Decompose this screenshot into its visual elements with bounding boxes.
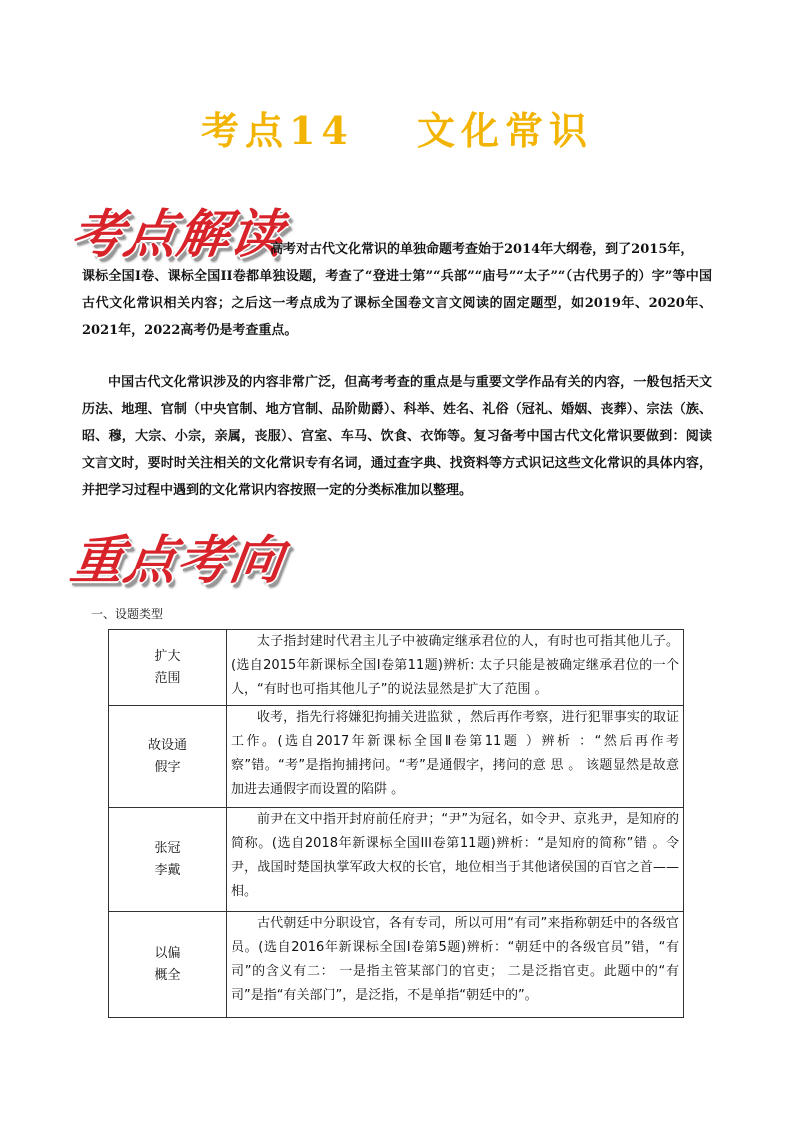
intro-paragraph	[82, 236, 712, 344]
table-row	[109, 912, 684, 1018]
type-line-1: 扩大	[154, 648, 181, 664]
intro-first-line: 高考对古代文化常识的单独命题考查始于2014年大纲卷，到了2015年，	[270, 242, 694, 257]
type-cell	[109, 706, 227, 808]
type-cell	[109, 808, 227, 912]
section-label: 一、设题类型	[91, 607, 164, 621]
banner-interpretation: 考点解读	[67, 205, 288, 265]
question-type-table	[108, 629, 684, 1018]
table-row	[109, 808, 684, 912]
table-row	[109, 706, 684, 808]
example-cell: 古代朝廷中分职设官，各有专司，所以可用“有司”来指称朝廷中的各级官员。(选自2016年新课标全国I卷第5题)辨析：“朝廷中的各级官员”错，“有司”的含义有二： 一是指主管某部门的官吏； 二是泛指官吏。此题中的“有司”是指“有关部门”，是泛指，不是单指“朝廷中的”。	[227, 912, 684, 1018]
type-cell	[109, 630, 227, 706]
type-line-1: 张冠	[154, 840, 181, 856]
type-line-2: 概全	[154, 967, 181, 983]
type-line-2: 范围	[154, 670, 181, 686]
type-line-1: 以偏	[154, 945, 181, 961]
banner-focus: 重点考向	[67, 531, 288, 591]
type-line-1: 故设通	[147, 737, 187, 753]
example-cell: 太子指封建时代君主儿子中被确定继承君位的人，有时也可指其他儿子。(选自2015年新课标全国I卷第11题)辨析: 太子只能是被确定继承君位的一个人，“有时也可指其他儿子”的说法显然是扩大了范围 。	[227, 630, 684, 706]
type-line-2: 假字	[154, 759, 181, 775]
type-line-2: 李戴	[154, 862, 181, 878]
table-row	[109, 630, 684, 706]
example-cell: 前尹在文中指开封府前任府尹；“尹”为冠名，如令尹、京兆尹，是知府的简称。(选自2018年新课标全国III卷第11题)辨析：“是知府的简称”错 。令尹，战国时楚国执掌军政大权的长官，地位相当于其他诸侯国的百官之首——相。	[227, 808, 684, 912]
scope-paragraph: 中国古代文化常识涉及的内容非常广泛，但高考考查的重点是与重要文学作品有关的内容，一般包括天文历法、地理、官制（中央官制、地方官制、品阶勋爵）、科举、姓名、礼俗（冠礼、婚姻、丧葬）、宗法（族、昭、穆，大宗、小宗，亲属，丧服）、宫室、车马、饮食、衣饰等。复习备考中国古代文化常识要做到：阅读文言文时，要时时关注相关的文化常识专有名词，通过查字典、找资料等方式识记这些文化常识的具体内容，并把学习过程中遇到的文化常识内容按照一定的分类标准加以整理。	[82, 375, 712, 498]
page-title: 考点14 文化常识	[200, 108, 594, 153]
type-cell	[109, 912, 227, 1018]
intro-rest: 课标全国I卷、课标全国II卷都单独设题，考查了“登进士第”“兵部”“庙号”“太子”“（古代男子的）字”等中国古代文化常识相关内容；之后这一考点成为了课标全国卷文言文阅读的固定题型，如2019年、2020年、2021年，2022高考仍是考查重点。	[82, 269, 712, 338]
example-cell: 收考，指先行将嫌犯拘捕关进监狱 ，然后再作考察，进行犯罪事实的取证工作。(选自2017年新课标全国Ⅱ卷第11题 ）辨析 ：“然后再作考察”错。“考”是指拘捕拷问。“考”是通假字，拷问的意 思 。 该题显然是故意加进去通假字而设置的陷阱 。	[227, 706, 684, 808]
